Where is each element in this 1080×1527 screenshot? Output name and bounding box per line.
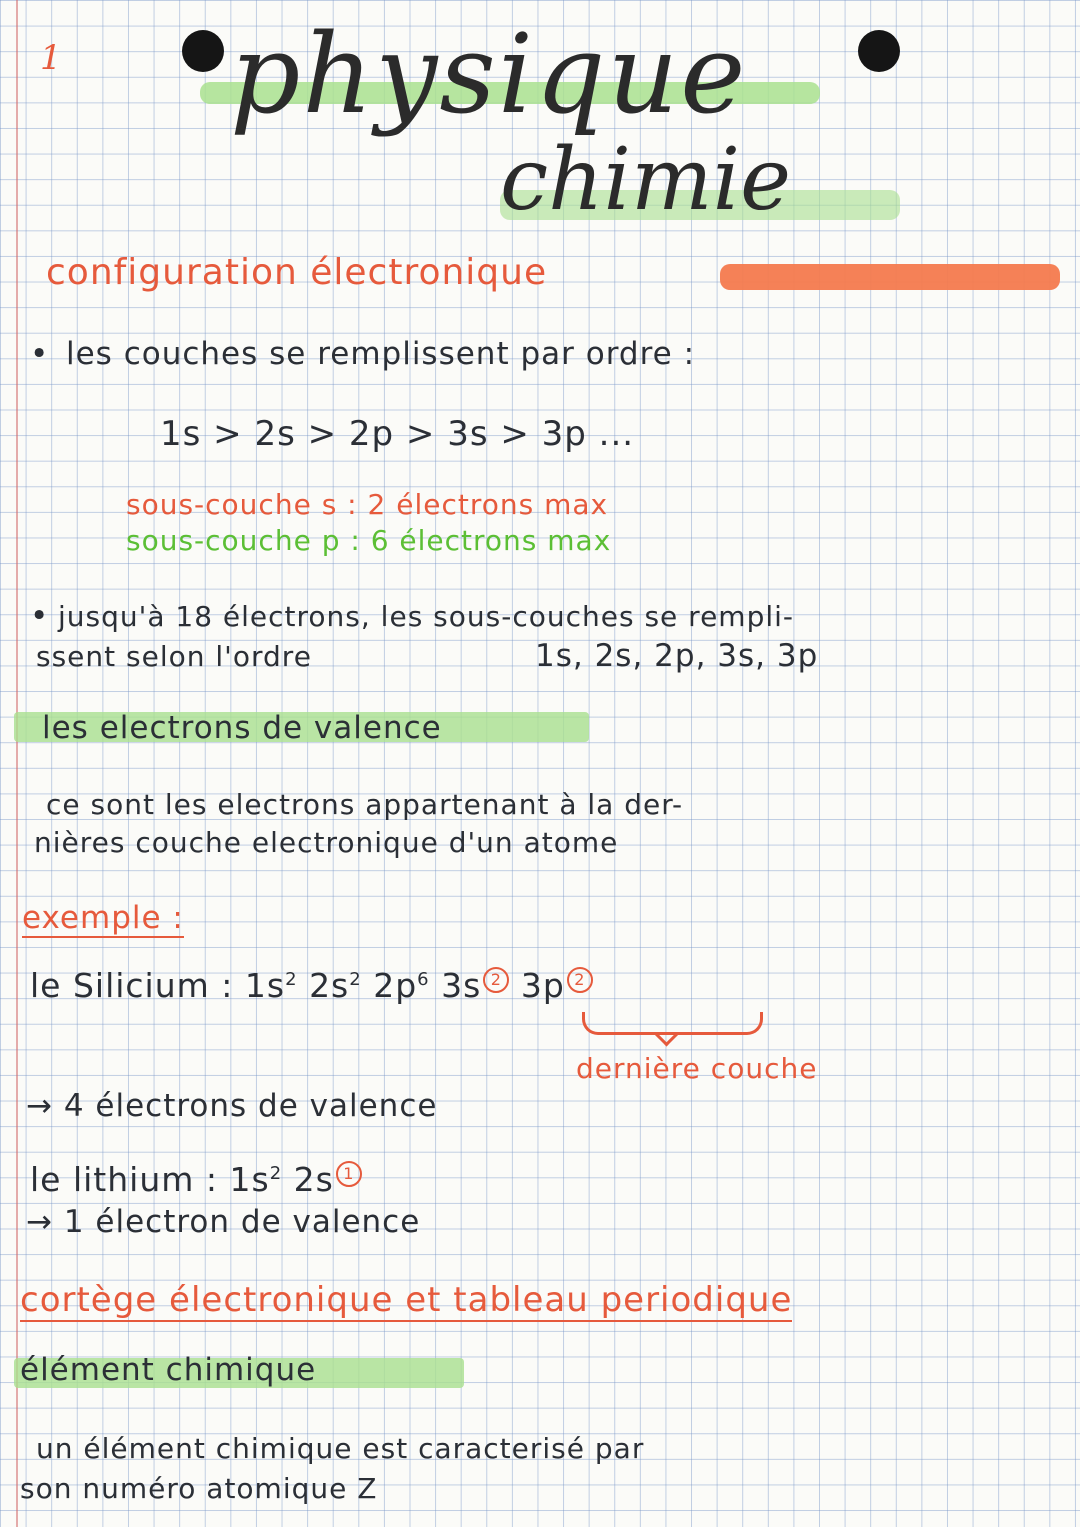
- page-title-physique: physique: [230, 10, 748, 138]
- bullet-text-order-2: ssent selon l'ordre: [36, 640, 312, 673]
- bullet-dot-2: •: [30, 598, 50, 634]
- bullet-text-order: les couches se remplissent par ordre :: [66, 336, 696, 372]
- last-layer-label: dernière couche: [576, 1052, 818, 1085]
- binder-hole-left: [182, 30, 224, 72]
- silicium-result: → 4 électrons de valence: [26, 1088, 438, 1124]
- section-heading-valence: les electrons de valence: [42, 710, 442, 746]
- fill-order: 1s > 2s > 2p > 3s > 3p ...: [160, 414, 635, 454]
- lithium-name: le lithium :: [30, 1160, 218, 1199]
- silicium-line: [30, 966, 593, 1005]
- page-number: 1: [40, 38, 62, 78]
- heading-highlight-orange: [720, 264, 1060, 290]
- rule-p: sous-couche p : 6 électrons max: [126, 524, 612, 557]
- lithium-line: [30, 1160, 362, 1199]
- margin-line: [16, 0, 18, 1527]
- section-heading-cortege: cortège électronique et tableau periodique: [20, 1280, 793, 1320]
- bullet-dot: •: [30, 336, 50, 372]
- lithium-result: → 1 électron de valence: [26, 1204, 421, 1240]
- element-def-line2: son numéro atomique Z: [20, 1472, 378, 1505]
- lithium-config: $1s^2$ 2s 1: [230, 1160, 362, 1199]
- example-label: exemple :: [22, 900, 184, 936]
- valence-def-line2: nières couche electronique d'un atome: [34, 826, 619, 859]
- valence-def-line1: ce sont les electrons appartenant à la der-: [46, 788, 684, 821]
- bullet-text-18: jusqu'à 18 électrons, les sous-couches se rempli-: [58, 600, 795, 633]
- binder-hole-right: [858, 30, 900, 72]
- rule-s: sous-couche s : 2 électrons max: [126, 488, 609, 521]
- element-def-line1: un élément chimique est caracterisé par: [36, 1432, 645, 1465]
- subheading-element: élément chimique: [20, 1352, 317, 1388]
- silicium-config: $1s^2$ $2s^2$ $2p^6$ 3s 2 3p 2: [245, 966, 593, 1005]
- subshell-list: 1s, 2s, 2p, 3s, 3p: [535, 638, 819, 674]
- silicium-name: le Silicium :: [30, 966, 234, 1005]
- page-title-chimie: chimie: [500, 130, 792, 230]
- section-heading-config: configuration électronique: [46, 252, 548, 293]
